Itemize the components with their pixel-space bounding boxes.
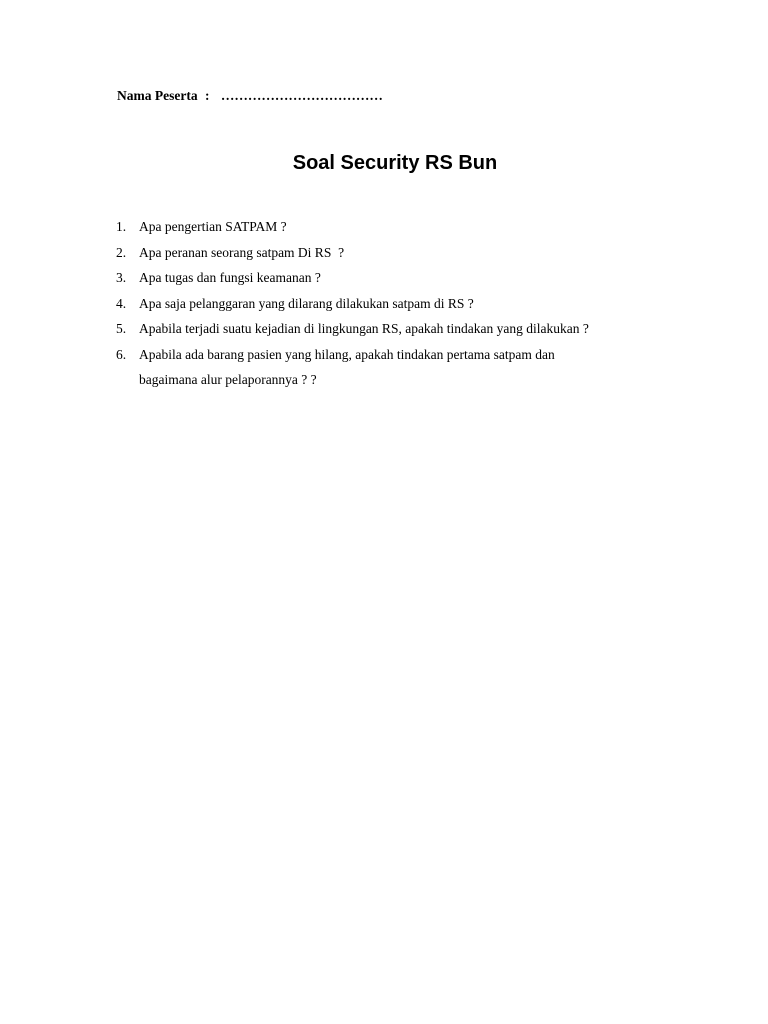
question-list [116,214,676,393]
question-item [116,240,676,266]
question-item [116,316,676,342]
participant-name-line [117,88,383,104]
question-number: 2. [116,244,127,260]
question-item [116,342,676,393]
question-text: Apabila terjadi suatu kejadian di lingkungan RS, apakah tindakan yang dilakukan ? [139,321,589,336]
question-number: 6. [116,346,127,362]
question-text-continuation: bagaimana alur pelaporannya ? ? [139,372,317,387]
question-text: Apa peranan seorang satpam Di RS ? [139,244,345,260]
question-text: Apa saja pelanggaran yang dilarang dilakukan satpam di RS ? [139,295,474,311]
question-number: 3. [116,270,127,285]
participant-name-blank: ……………………………… [220,88,383,103]
question-text: Apabila ada barang pasien yang hilang, apakah tindakan pertama satpam dan [139,346,555,362]
participant-name-label: Nama Peserta [117,88,198,103]
question-number: 4. [116,295,127,311]
question-item [116,265,676,291]
document-title: Soal Security RS Bun [292,152,498,174]
question-number: 5. [116,321,127,336]
participant-name-separator: : [204,88,210,103]
question-item [116,214,676,240]
question-number: 1. [116,219,127,234]
question-text: Apa pengertian SATPAM ? [139,219,287,234]
question-text: Apa tugas dan fungsi keamanan ? [139,270,321,285]
question-item [116,291,676,317]
